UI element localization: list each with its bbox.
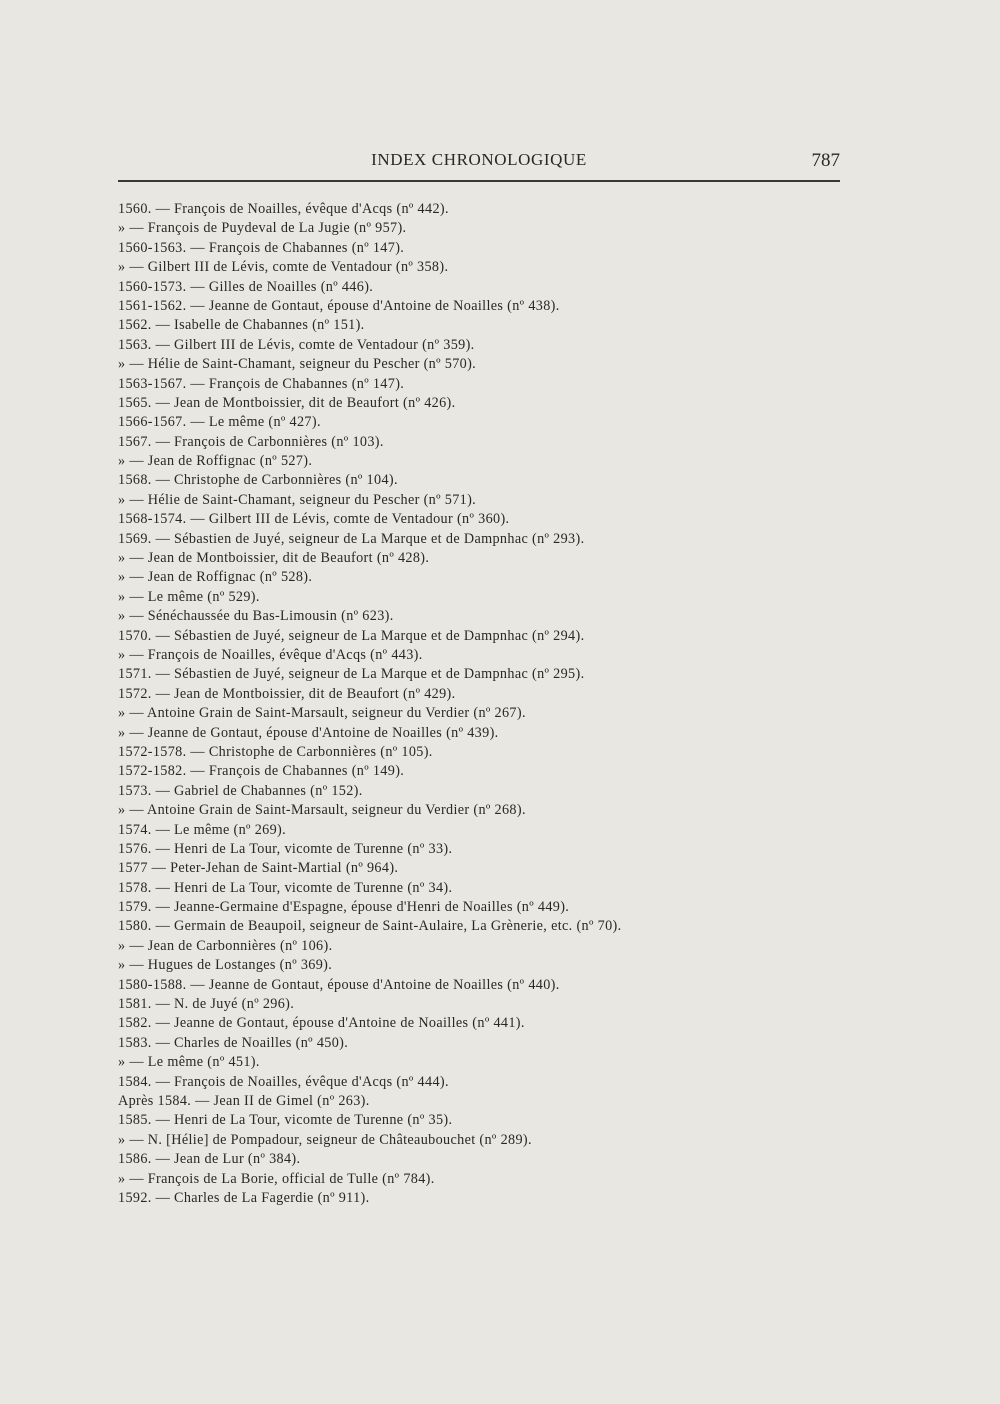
index-entry: 1560. — François de Noailles, évêque d'Acqs (nº 442). — [118, 201, 449, 217]
index-entry: » — Le même (nº 451). — [118, 1054, 260, 1071]
index-entry: 1576. — Henri de La Tour, vicomte de Turenne (nº 33). — [118, 840, 453, 857]
index-entry: 1563-1567. — François de Chabannes (nº 147). — [118, 375, 405, 392]
index-entry: 1586. — Jean de Lur (nº 384). — [118, 1151, 301, 1168]
index-entry: » — Jeanne de Gontaut, épouse d'Antoine de Noailles (nº 439). — [118, 724, 499, 741]
index-entry: 1569. — Sébastien de Juyé, seigneur de La Marque et de Dampnhac (nº 293). — [118, 530, 585, 547]
index-entry: » — Hélie de Saint-Chamant, seigneur du Pescher (nº 571). — [118, 491, 477, 508]
index-entry: 1567. — François de Carbonnières (nº 103). — [118, 433, 384, 450]
index-entry: 1570. — Sébastien de Juyé, seigneur de La Marque et de Dampnhac (nº 294). — [118, 627, 585, 644]
index-entry: » — Jean de Roffignac (nº 528). — [118, 569, 313, 586]
index-entry: 1563. — Gilbert III de Lévis, comte de Ventadour (nº 359). — [118, 336, 475, 353]
index-entry: » — Jean de Carbonnières (nº 106). — [118, 937, 333, 954]
index-entry: 1572-1582. — François de Chabannes (nº 149). — [118, 763, 405, 780]
index-entry: 1572-1578. — Christophe de Carbonnières (nº 105). — [118, 743, 433, 760]
index-entry: » — François de Noailles, évêque d'Acqs (nº 443). — [118, 646, 423, 663]
index-entry: » — Sénéchaussée du Bas-Limousin (nº 623). — [118, 608, 394, 625]
index-entry: 1578. — Henri de La Tour, vicomte de Turenne (nº 34). — [118, 879, 453, 896]
index-entry: » — Hélie de Saint-Chamant, seigneur du Pescher (nº 570). — [118, 356, 477, 373]
index-entry: Après 1584. — Jean II de Gimel (nº 263). — [118, 1092, 370, 1109]
index-entry: » — Le même (nº 529). — [118, 588, 260, 605]
index-entry: 1568. — Christophe de Carbonnières (nº 104). — [118, 472, 398, 489]
index-entry: 1571. — Sébastien de Juyé, seigneur de La Marque et de Dampnhac (nº 295). — [118, 666, 585, 683]
index-entry: 1580-1588. — Jeanne de Gontaut, épouse d'Antoine de Noailles (nº 440). — [118, 976, 560, 993]
index-entry: » — Hugues de Lostanges (nº 369). — [118, 957, 333, 974]
index-entry: 1561-1562. — Jeanne de Gontaut, épouse d'Antoine de Noailles (nº 438). — [118, 297, 560, 314]
index-entry: » — François de Puydeval de La Jugie (nº 957). — [118, 220, 407, 237]
index-entry: 1565. — Jean de Montboissier, dit de Beaufort (nº 426). — [118, 394, 456, 411]
index-entry: » — Gilbert III de Lévis, comte de Ventadour (nº 358). — [118, 259, 449, 276]
index-entry: 1568-1574. — Gilbert III de Lévis, comte de Ventadour (nº 360). — [118, 511, 510, 528]
index-entry: 1583. — Charles de Noailles (nº 450). — [118, 1034, 349, 1051]
index-entry: 1577 — Peter-Jehan de Saint-Martial (nº 964). — [118, 860, 399, 877]
page-header — [118, 146, 840, 176]
index-entry: 1580. — Germain de Beaupoil, seigneur de Saint-Aulaire, La Grènerie, etc. (nº 70). — [118, 918, 622, 935]
index-entry: » — François de La Borie, official de Tulle (nº 784). — [118, 1170, 435, 1187]
index-entry: 1573. — Gabriel de Chabannes (nº 152). — [118, 782, 363, 799]
index-entry: 1562. — Isabelle de Chabannes (nº 151). — [118, 317, 365, 334]
index-entry: 1581. — N. de Juyé (nº 296). — [118, 996, 295, 1013]
index-entry: 1566-1567. — Le même (nº 427). — [118, 414, 321, 431]
index-entry: 1574. — Le même (nº 269). — [118, 821, 286, 838]
index-entry: » — Jean de Montboissier, dit de Beaufort (nº 428). — [118, 550, 430, 567]
index-entry: 1582. — Jeanne de Gontaut, épouse d'Antoine de Noailles (nº 441). — [118, 1015, 525, 1032]
index-entry: 1579. — Jeanne-Germaine d'Espagne, épouse d'Henri de Noailles (nº 449). — [118, 899, 570, 916]
index-entry: » — Jean de Roffignac (nº 527). — [118, 453, 313, 470]
index-entry: » — Antoine Grain de Saint-Marsault, seigneur du Verdier (nº 267). — [118, 705, 526, 722]
index-entry: 1560-1563. — François de Chabannes (nº 147). — [118, 239, 405, 256]
running-title: INDEX CHRONOLOGIQUE — [371, 150, 587, 169]
index-entry: 1584. — François de Noailles, évêque d'Acqs (nº 444). — [118, 1073, 449, 1090]
index-entry: 1585. — Henri de La Tour, vicomte de Turenne (nº 35). — [118, 1112, 453, 1129]
index-entry: » — N. [Hélie] de Pompadour, seigneur de Châteaubouchet (nº 289). — [118, 1131, 532, 1148]
page-number: 787 — [811, 150, 840, 171]
index-entry: 1560-1573. — Gilles de Noailles (nº 446). — [118, 278, 374, 295]
index-entry: 1572. — Jean de Montboissier, dit de Beaufort (nº 429). — [118, 685, 456, 702]
index-entry: » — Antoine Grain de Saint-Marsault, seigneur du Verdier (nº 268). — [118, 802, 526, 819]
chronological-index-list — [118, 200, 818, 1208]
index-entry: 1592. — Charles de La Fagerdie (nº 911). — [118, 1189, 370, 1206]
header-rule — [118, 180, 840, 182]
